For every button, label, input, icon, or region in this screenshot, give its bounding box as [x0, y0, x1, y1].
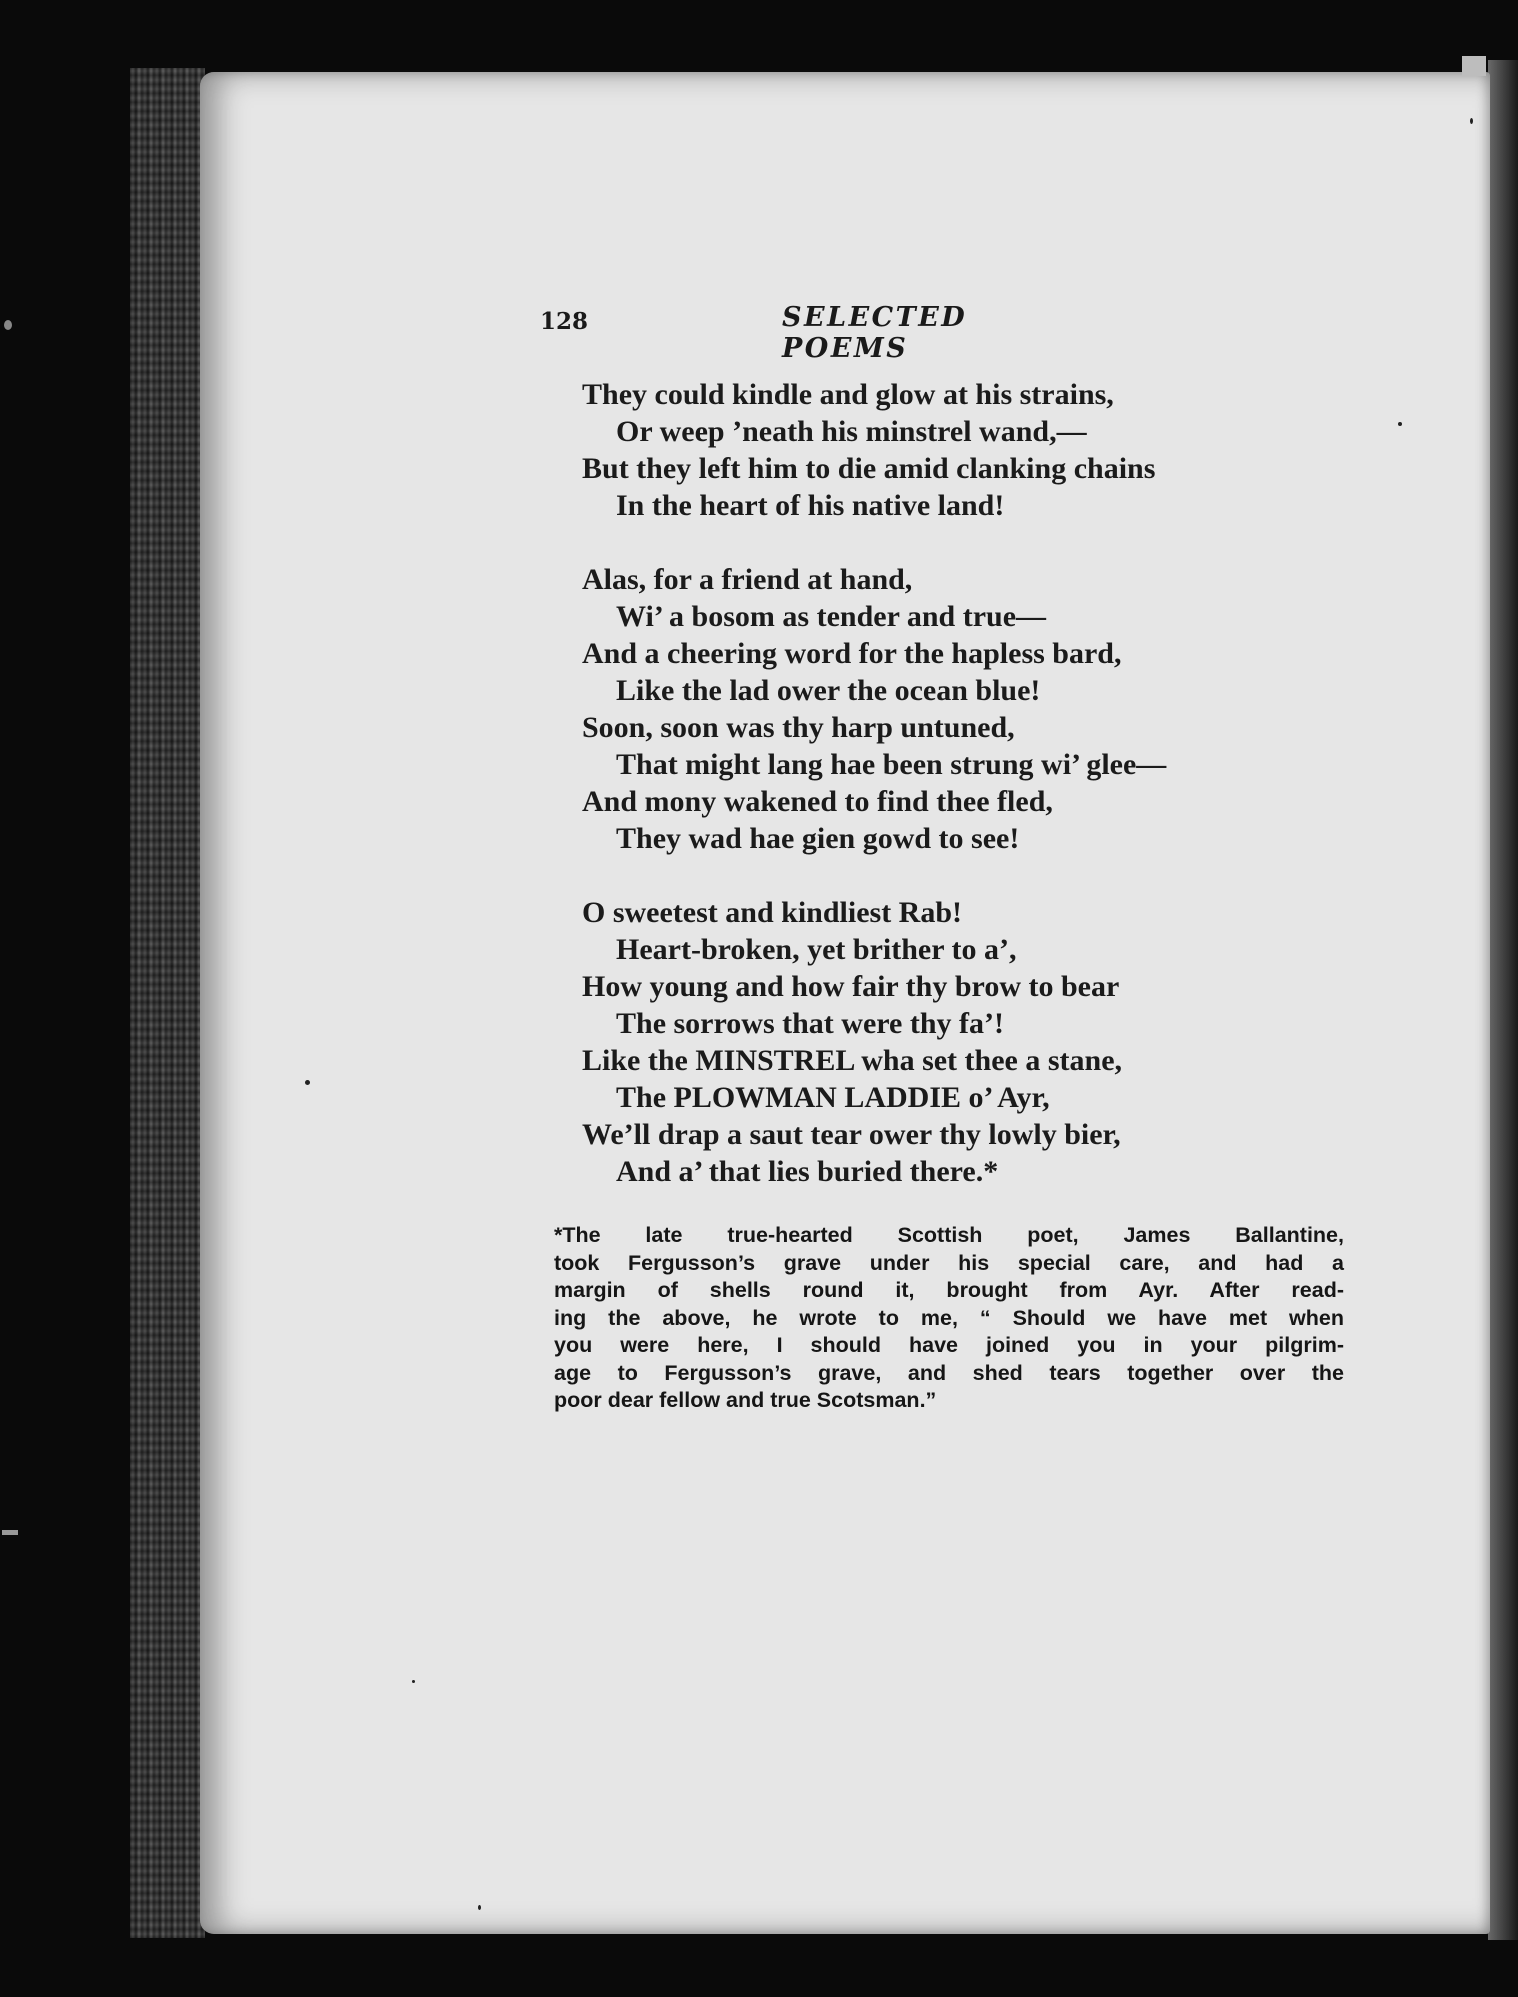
- poem-body: [582, 376, 1302, 1227]
- dust-speck: [412, 1680, 415, 1683]
- footnote-line: age to Fergusson’s grave, and shed tears together over the: [554, 1360, 1344, 1385]
- poem-line: Soon, soon was thy harp untuned,: [582, 711, 1015, 744]
- running-head: SELECTED POEMS: [782, 302, 968, 364]
- poem-line: How young and how fair thy brow to bear: [582, 970, 1120, 1003]
- page-header: [540, 302, 1100, 364]
- footnote-line: *The late true-hearted Scottish poet, James Ballantine,: [554, 1223, 1344, 1247]
- dust-speck: [478, 1905, 481, 1910]
- poem-line: They wad hae gien gowd to see!: [616, 822, 1020, 855]
- poem-line: And mony wakened to find thee fled,: [582, 785, 1053, 818]
- poem-line: The PLOWMAN LADDIE o’ Ayr,: [616, 1081, 1050, 1114]
- poem-stanza: [582, 561, 1302, 857]
- poem-line: Heart-broken, yet brither to a’,: [616, 933, 1017, 966]
- poem-line: They could kindle and glow at his strains,: [582, 378, 1114, 411]
- poem-line: In the heart of his native land!: [616, 489, 1005, 522]
- poem-stanza: [582, 894, 1302, 1190]
- page-number: 128: [540, 308, 589, 335]
- footnote-line: margin of shells round it, brought from Ayr. After read-: [554, 1278, 1344, 1302]
- dust-speck: [1398, 422, 1402, 426]
- poem-line: Like the MINSTREL wha set thee a stane,: [582, 1044, 1123, 1077]
- book-spine-shading: [130, 68, 205, 1938]
- poem-line: And a cheering word for the hapless bard,: [582, 637, 1122, 670]
- dust-speck: [1470, 118, 1473, 124]
- poem-stanza: [582, 376, 1302, 524]
- scan-margin-mark: [2, 1530, 18, 1535]
- poem-line: Or weep ’neath his minstrel wand,—: [616, 415, 1087, 448]
- footnote-line: took Fergusson’s grave under his special care, and had a: [554, 1250, 1344, 1275]
- poem-line: Wi’ a bosom as tender and true—: [616, 600, 1047, 633]
- poem-line: The sorrows that were thy fa’!: [616, 1007, 1004, 1040]
- footnote: [554, 1222, 1344, 1415]
- poem-line: O sweetest and kindliest Rab!: [582, 896, 963, 929]
- footnote-line: poor dear fellow and true Scotsman.”: [554, 1388, 937, 1412]
- poem-line: Like the lad ower the ocean blue!: [616, 674, 1041, 707]
- footnote-line: ing the above, he wrote to me, “ Should we have met when: [554, 1305, 1344, 1330]
- poem-line: But they left him to die amid clanking chains: [582, 452, 1156, 485]
- poem-line: Alas, for a friend at hand,: [582, 563, 913, 596]
- page-right-edge: [1488, 60, 1518, 1940]
- page-corner-mark: [1462, 56, 1486, 76]
- footnote-line: you were here, I should have joined you in your pilgrim-: [554, 1333, 1344, 1357]
- dust-speck: [305, 1080, 310, 1085]
- poem-line: That might lang hae been strung wi’ glee—: [616, 748, 1167, 781]
- poem-line: We’ll drap a saut tear ower thy lowly bier,: [582, 1118, 1121, 1151]
- scan-margin-mark: [4, 320, 12, 330]
- poem-line: And a’ that lies buried there.*: [616, 1155, 999, 1188]
